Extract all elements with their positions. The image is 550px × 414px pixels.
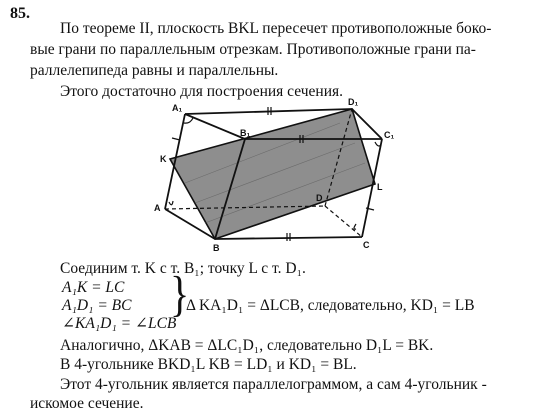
label-C: C xyxy=(363,240,370,250)
paragraph-line-3: раллелепипеда равны и параллельны. xyxy=(30,62,279,79)
hidden-edge-D-C xyxy=(325,206,362,237)
paragraph-line-2: вые грани по параллельным отрезкам. Противоположные грани па- xyxy=(30,41,476,58)
problem-number: 85. xyxy=(10,5,30,22)
label-B: B xyxy=(213,243,220,253)
paragraph-line-4: Этого достаточно для построения сечения. xyxy=(60,83,344,100)
edge-A1-B1 xyxy=(185,114,245,139)
solution-connect: Соединим т. K с т. B₁; точку L с т. D₁. xyxy=(60,260,306,277)
conclusion-line-1: Этот 4-угольник является параллелограммом, а сам 4-угольник - xyxy=(60,376,487,393)
label-A1: A₁ xyxy=(172,103,183,113)
equation-3: ∠KA₁D₁ = ∠LCB xyxy=(62,315,177,332)
label-B1: B₁ xyxy=(240,128,251,138)
equation-2: A₁D₁ = BC xyxy=(62,297,132,314)
label-K: K xyxy=(160,154,167,164)
curly-brace: } xyxy=(170,265,190,322)
label-D1: D₁ xyxy=(348,98,359,107)
solution-quad: В 4-угольнике BKD₁L KB = LD₁ и KD₁ = BL. xyxy=(60,356,357,373)
equation-1: A₁K = LC xyxy=(62,279,125,296)
label-C1: C₁ xyxy=(384,130,395,140)
solution-analog: Аналогично, ΔKAB = ΔLC₁D₁, следовательно D₁L = BK. xyxy=(60,337,434,354)
equation-result: Δ KA₁D₁ = ΔLCB, следовательно, KD₁ = LB xyxy=(186,297,475,314)
paragraph-line-1: По теореме II, плоскость BKL пересечет противоположные боко- xyxy=(60,20,492,37)
edge-B-C xyxy=(215,237,362,239)
conclusion-line-2: искомое сечение. xyxy=(30,395,144,412)
label-L: L xyxy=(377,182,383,192)
label-D: D xyxy=(316,193,323,203)
label-A: A xyxy=(154,203,161,213)
parallelepiped-figure xyxy=(0,98,550,258)
